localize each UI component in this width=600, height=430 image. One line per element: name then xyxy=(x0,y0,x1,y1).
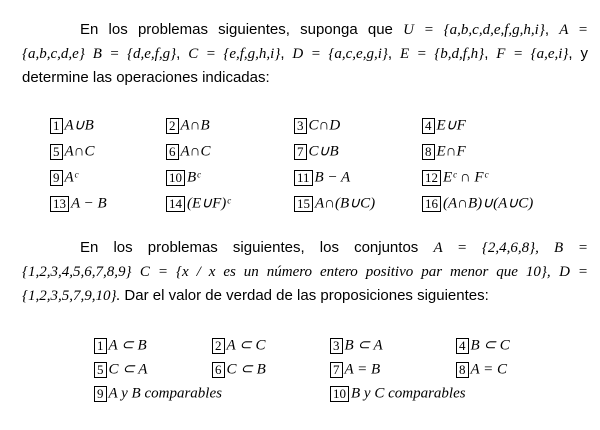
set-c: C = {x / x es un número entero positivo par menor que 10}, xyxy=(139,264,551,280)
problem-item: 8 E∩F xyxy=(422,142,466,160)
problem-item: 15 A∩(B∪C) xyxy=(294,194,375,212)
problem-item: 9 Aᶜ xyxy=(50,168,78,186)
set-u: U = {a,b,c,d,e,f,g,h,i} xyxy=(403,22,545,38)
problem-item: 10 Bᶜ xyxy=(166,168,200,186)
set-a: A = {2,4,6,8}, xyxy=(433,240,539,256)
problem-item: 13 A − B xyxy=(50,194,107,212)
proposition-item: 3 B ⊂ A xyxy=(330,336,383,354)
section1-intro: En los problemas siguientes, suponga que xyxy=(80,21,393,38)
set-e: E = {b,d,f,h} xyxy=(399,46,485,62)
proposition-item: 4 B ⊂ C xyxy=(456,336,510,354)
proposition-item: 10 B y C comparables xyxy=(330,384,466,402)
problem-item: 16 (A∩B)∪(A∪C) xyxy=(422,194,533,212)
proposition-item: 2 A ⊂ C xyxy=(212,336,265,354)
proposition-item: 7 A = B xyxy=(330,360,380,378)
proposition-item: 8 A = C xyxy=(456,360,507,378)
set-f: F = {a,e,i} xyxy=(496,46,569,62)
proposition-item: 9 A y B comparables xyxy=(94,384,222,402)
set-c: C = {e,f,g,h,i} xyxy=(188,46,281,62)
problem-item: 7 C∪B xyxy=(294,142,339,160)
set-b: B = {1,2,3,4,5,6,7,8,9} xyxy=(22,240,589,280)
section2-intro: En los problemas siguientes, los conjuntos xyxy=(80,239,419,256)
proposition-item: 6 C ⊂ B xyxy=(212,360,266,378)
set-d: D = {a,c,e,g,i} xyxy=(292,46,388,62)
problem-item: 4 E∪F xyxy=(422,116,466,134)
section2-tail: Dar el valor de verdad de las proposiciones siguientes: xyxy=(124,287,489,304)
set-d: D = {1,2,3,5,7,9,10}. xyxy=(22,264,588,304)
problem-item: 12 Eᶜ ∩ Fᶜ xyxy=(422,168,488,186)
section1-statement: En los problemas siguientes, suponga que U = {a,b,c,d,e,f,g,h,i}, A = {a,b,c,d,e} B = {d,e,f,g}, C = {e,f,g,h,i}, D = {a,c,e,g,i}, E = {b,d,f,h}, F = {a,e,i}, y determine las operaciones indicadas: xyxy=(22,21,589,86)
set-b: B = {d,e,f,g} xyxy=(92,46,177,62)
problem-item: 3 C∩D xyxy=(294,116,340,134)
problem-item: 1 A∪B xyxy=(50,116,94,134)
proposition-item: 1 A ⊂ B xyxy=(94,336,147,354)
set-a: A = {a,b,c,d,e} xyxy=(22,22,589,62)
problem-item: 5 A∩C xyxy=(50,142,95,160)
section1-tail: y determine las operaciones indicadas: xyxy=(22,45,588,86)
proposition-item: 5 C ⊂ A xyxy=(94,360,147,378)
section2-statement xyxy=(22,236,588,308)
problem-item: 2 A∩B xyxy=(166,116,210,134)
problem-item: 6 A∩C xyxy=(166,142,211,160)
problem-item: 14 (E∪F)ᶜ xyxy=(166,194,230,212)
problem-item: 11 B − A xyxy=(294,168,350,186)
